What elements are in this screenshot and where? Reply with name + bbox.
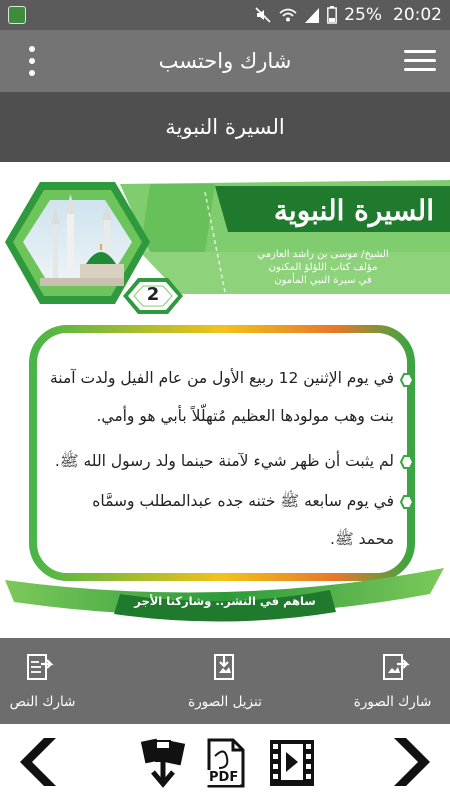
author-line: الشيخ/ موسى بن راشد العازمي — [257, 249, 389, 260]
signal-icon — [304, 6, 320, 24]
clock: 20:02 — [393, 5, 442, 25]
share-text-button[interactable] — [0, 638, 85, 724]
paragraph-line: في يوم الإثنين 12 ربيع الأول من عام الفيل ولدت آمنة — [50, 369, 394, 387]
pdf-button[interactable] — [203, 738, 247, 788]
banner-title: السيرة النبوية — [273, 194, 434, 227]
video-icon[interactable] — [268, 738, 316, 788]
pdf-label: PDF — [209, 770, 239, 785]
paragraph-line: بنت وهب مولودها العظيم مُتهلّلاً بأبي هو وأمي. — [96, 407, 394, 425]
app-title: شارك واحتسب — [158, 49, 292, 73]
paragraph-line: في يوم سابعه ﷺ ختنه جده عبدالمطلب وسمَّاه — [92, 492, 394, 510]
hexagon-bullet-icon — [400, 373, 414, 387]
download-images-icon[interactable] — [135, 738, 187, 790]
download-image-icon — [210, 652, 240, 684]
mute-icon — [254, 6, 272, 24]
battery-percent: 25% — [344, 5, 382, 25]
share-image-button[interactable] — [335, 638, 450, 724]
hexagon-bullet-icon — [400, 455, 414, 469]
share-text-label: شارك النص — [9, 694, 76, 710]
hexagon-bullet-icon — [400, 495, 414, 509]
status-bar — [0, 0, 450, 30]
app-bar — [0, 30, 450, 92]
ribbon-text: ساهم في النشر.. وشاركنا الأجر — [134, 594, 316, 608]
card-artwork — [0, 162, 450, 638]
card-number: 2 — [146, 284, 160, 305]
download-image-label: تنزيل الصورة — [188, 694, 262, 710]
author-line: في سيرة النبي المأمون — [274, 275, 372, 286]
content-card — [0, 162, 450, 638]
next-arrow-icon[interactable] — [388, 736, 440, 788]
author-line: مؤلف كتاب اللؤلؤ المكنون — [268, 262, 378, 273]
share-text-icon — [25, 652, 55, 684]
battery-icon — [327, 6, 337, 24]
paragraph-line: محمد ﷺ. — [330, 530, 394, 548]
share-image-icon — [381, 652, 411, 684]
bottom-nav — [0, 724, 450, 800]
previous-arrow-icon[interactable] — [10, 736, 62, 788]
download-image-button[interactable] — [165, 638, 285, 724]
wifi-icon — [279, 6, 297, 24]
author-info — [238, 248, 408, 287]
bottom-toolbar — [0, 638, 450, 724]
app-icon — [8, 6, 26, 24]
paragraph-line: لم يثبت أن ظهر شيء لآمنة حينما ولد رسول الله ﷺ. — [54, 452, 394, 470]
menu-icon[interactable] — [404, 48, 436, 74]
section-header — [0, 92, 450, 162]
section-title: السيرة النبوية — [165, 115, 285, 139]
share-image-label: شارك الصورة — [353, 694, 432, 710]
